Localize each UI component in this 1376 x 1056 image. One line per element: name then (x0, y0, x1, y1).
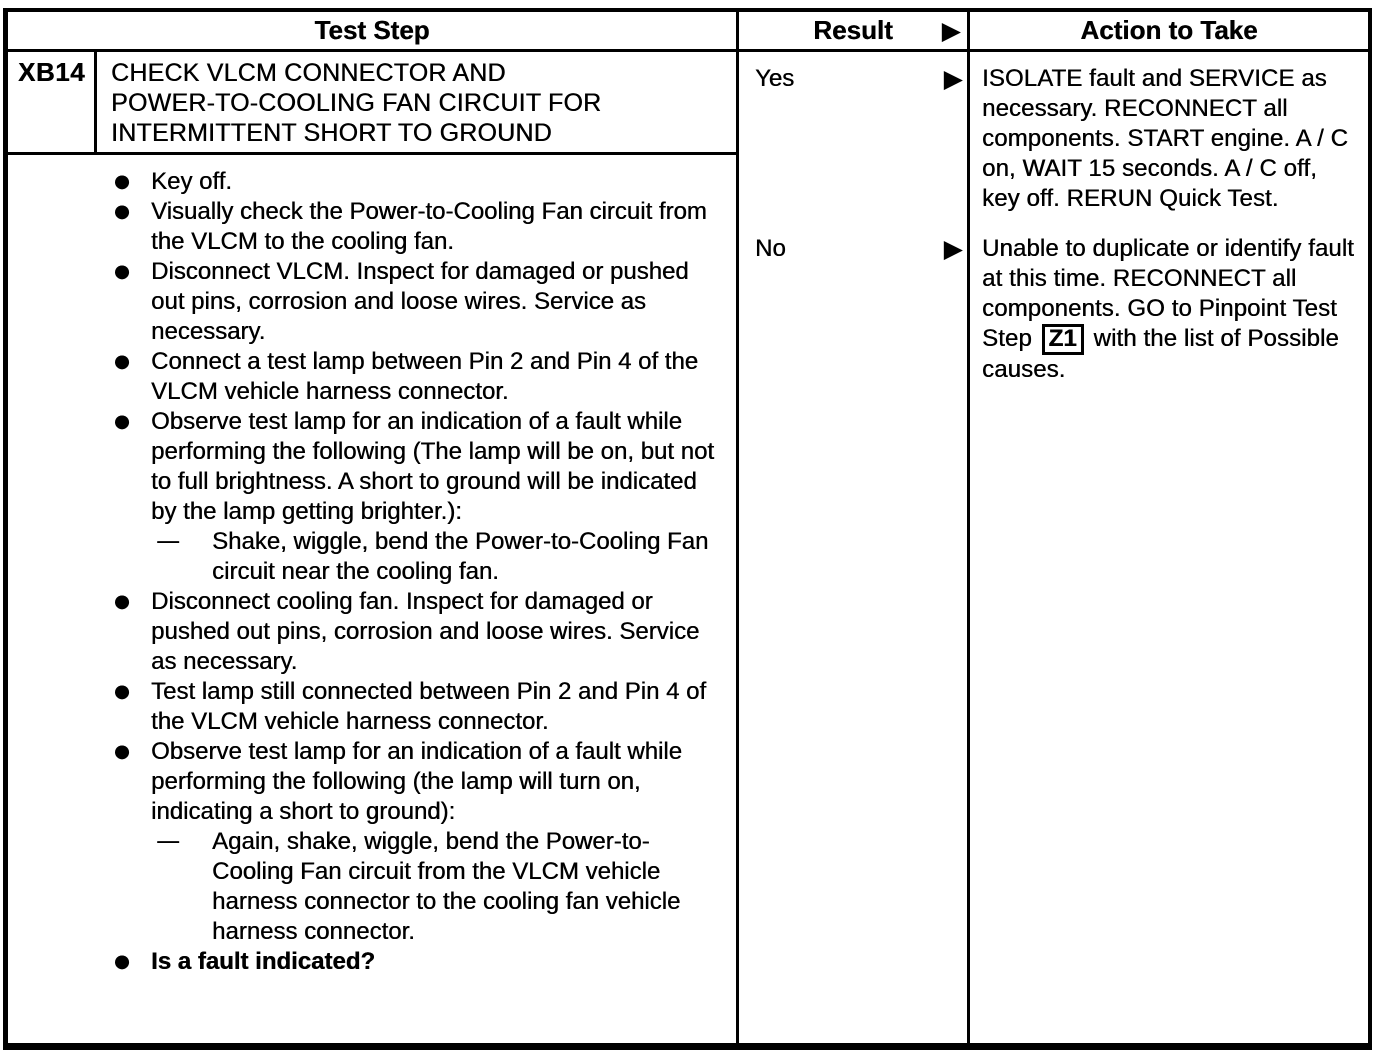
instruction-item (8, 257, 714, 347)
instruction-text: Disconnect cooling fan. Inspect for damaged or pushed out pins, corrosion and loose wires. Service as necessary. (151, 588, 700, 675)
step-id: XB14 (8, 52, 97, 152)
action-no-after: with the list of Possible causes. (982, 325, 1339, 383)
instruction-text: Key off. (151, 168, 232, 195)
instruction-text: Shake, wiggle, bend the Power-to-Cooling Fan circuit near the cooling fan. (212, 528, 709, 585)
dash-icon: — (156, 827, 180, 855)
instruction-text: Visually check the Power-to-Cooling Fan circuit from the VLCM to the cooling fan. (151, 198, 707, 255)
test-step-instructions (8, 155, 736, 977)
step-title-line: INTERMITTENT SHORT TO GROUND (111, 119, 552, 147)
instruction-question (8, 947, 714, 977)
pinpoint-step-ref-box: Z1 (1042, 324, 1084, 355)
bullet-icon: ● (114, 741, 130, 762)
test-step-header-label: Test Step (314, 15, 430, 45)
bullet-icon: ● (114, 261, 130, 282)
result-label-yes: Yes (755, 65, 795, 92)
step-title-row (8, 52, 736, 155)
bullet-icon: ● (114, 951, 130, 972)
bullet-icon: ● (114, 171, 130, 192)
instruction-text: Disconnect VLCM. Inspect for damaged or pushed out pins, corrosion and loose wires. Service as necessary. (151, 258, 689, 345)
result-arrow-icon: ▶ (943, 64, 963, 93)
result-row-yes (739, 64, 967, 94)
action-yes-text: ISOLATE fault and SERVICE as necessary. RECONNECT all components. START engine. A / C on, WAIT 15 seconds. A / C off, key off. RERUN Quick Test. (982, 65, 1348, 212)
col-header-action (970, 12, 1368, 52)
result-arrow-icon: ▶ (943, 234, 963, 263)
instruction-text: Test lamp still connected between Pin 2 and Pin 4 of the VLCM vehicle harness connector. (151, 678, 706, 735)
column-result (736, 12, 967, 1043)
action-no-before: Unable to duplicate or identify fault at this time. RECONNECT all components. GO to Pinpoint Test Step (982, 235, 1354, 352)
instruction-subitem (8, 827, 714, 947)
instruction-item (8, 587, 714, 677)
bullet-icon: ● (114, 351, 130, 372)
pinpoint-test-table (3, 8, 1372, 1050)
dash-icon: — (156, 527, 180, 555)
result-row-no (739, 234, 967, 264)
instruction-subitem (8, 527, 714, 587)
instruction-item (8, 167, 714, 197)
col-header-result (739, 12, 967, 52)
column-test-step (8, 12, 736, 1043)
instruction-item (8, 197, 714, 257)
result-label-no: No (755, 235, 786, 262)
column-action-to-take (967, 12, 1368, 1043)
bullet-icon: ● (114, 411, 130, 432)
instruction-text: Again, shake, wiggle, bend the Power-to-Cooling Fan circuit from the VLCM vehicle harness connector to the cooling fan vehicle harness connector. (212, 828, 681, 945)
result-arrow-icon: ▶ (941, 15, 961, 45)
step-title-line: CHECK VLCM CONNECTOR AND (111, 59, 506, 87)
instruction-item (8, 407, 714, 527)
bullet-icon: ● (114, 201, 130, 222)
instruction-item (8, 737, 714, 827)
instruction-text: Connect a test lamp between Pin 2 and Pin 4 of the VLCM vehicle harness connector. (151, 348, 699, 405)
col-header-test-step (8, 12, 736, 52)
action-header-label: Action to Take (1080, 15, 1258, 45)
step-title-line: POWER-TO-COOLING FAN CIRCUIT FOR (111, 89, 602, 117)
action-body (970, 52, 1368, 1043)
result-body (739, 52, 967, 1043)
instruction-text: Is a fault indicated? (151, 948, 376, 975)
instruction-text: Observe test lamp for an indication of a fault while performing the following (the lamp will turn on, indicating a short to ground): (151, 738, 682, 825)
action-no-text (970, 234, 1368, 385)
instruction-item (8, 677, 714, 737)
result-header-label: Result (813, 15, 893, 45)
instruction-item (8, 347, 714, 407)
step-title (97, 52, 611, 152)
bullet-icon: ● (114, 591, 130, 612)
instruction-text: Observe test lamp for an indication of a fault while performing the following (The lamp will be on, but not to full brightness. A short to ground will be indicated by the lamp getting brighter.): (151, 408, 714, 525)
bullet-icon: ● (114, 681, 130, 702)
